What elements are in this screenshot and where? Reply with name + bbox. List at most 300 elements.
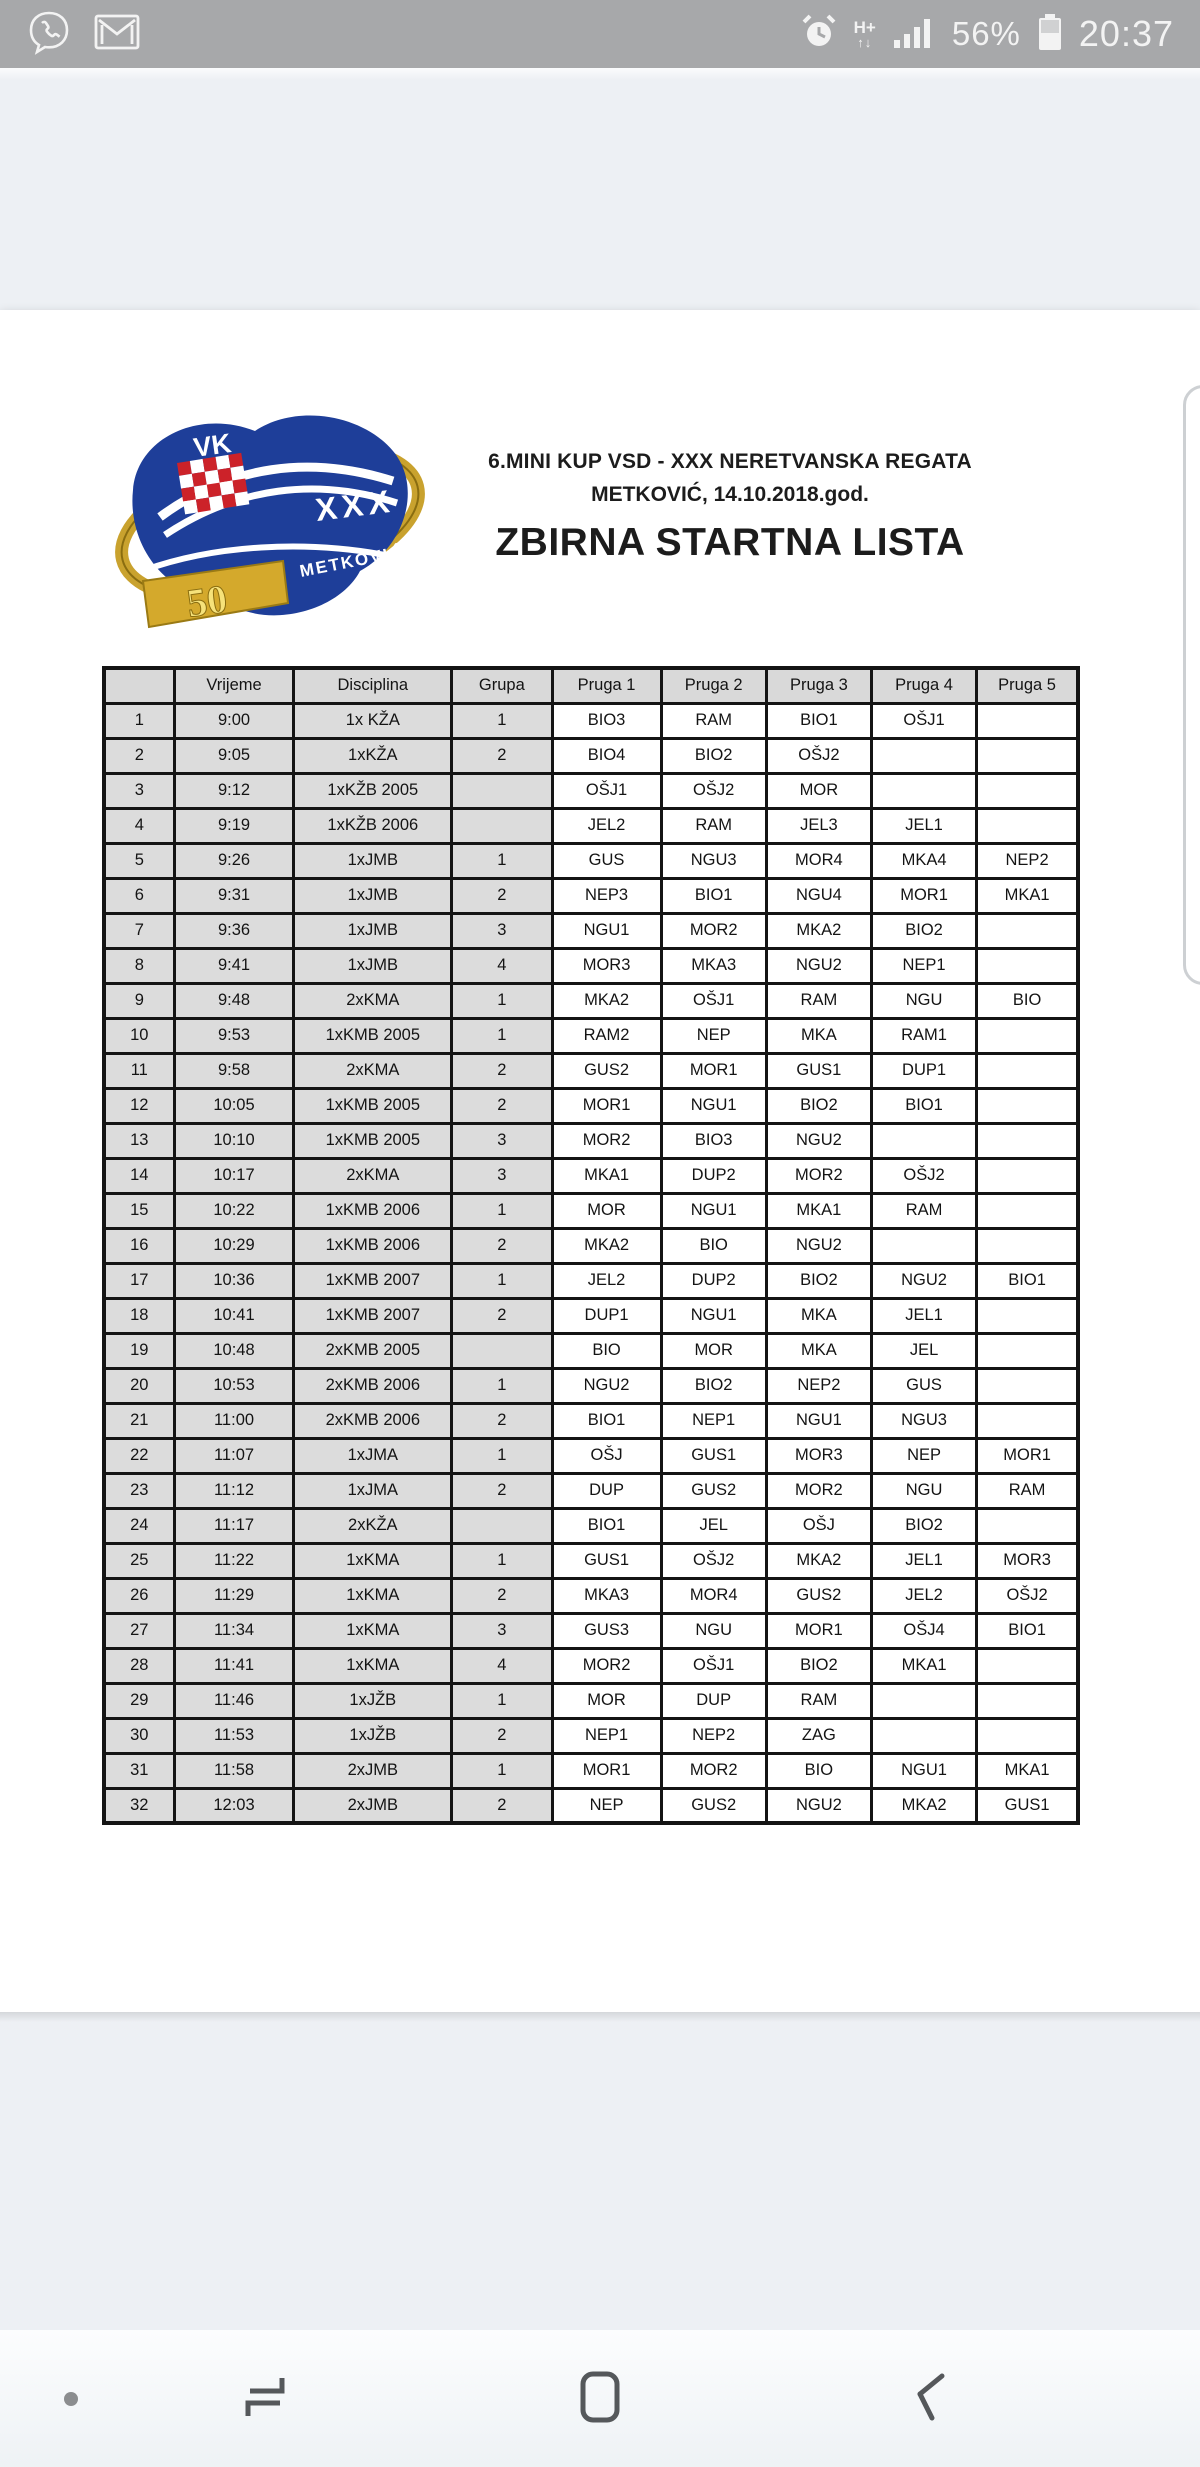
scrollbar[interactable] [1183,385,1200,985]
table-row [104,1403,1078,1438]
table-cell: MOR2 [766,1473,871,1508]
table-row [104,983,1078,1018]
table-cell: 11:53 [174,1718,294,1753]
table-cell: NEP1 [552,1718,661,1753]
table-cell: RAM [661,703,766,738]
table-cell: BIO2 [766,1648,871,1683]
table-cell: MOR1 [661,1053,766,1088]
table-row [104,1123,1078,1158]
table-cell: 2 [452,1298,552,1333]
table-cell: 1xJŽB [294,1683,452,1718]
table-cell: 1xKŽB 2006 [294,808,452,843]
table-cell: DUP2 [661,1263,766,1298]
table-cell: 2 [452,1473,552,1508]
row-number: 28 [104,1648,174,1683]
svg-text:50: 50 [183,575,230,626]
table-cell: 2xKMA [294,983,452,1018]
table-cell: MOR2 [552,1123,661,1158]
table-cell: MKA [766,1018,871,1053]
table-cell: NGU1 [661,1088,766,1123]
table-cell [452,1333,552,1368]
table-cell: 11:00 [174,1403,294,1438]
table-cell: 1xJMB [294,843,452,878]
table-cell: OŠJ1 [661,983,766,1018]
table-cell: 2xKMB 2005 [294,1333,452,1368]
table-row [104,1543,1078,1578]
table-cell [977,1368,1078,1403]
row-number: 4 [104,808,174,843]
table-cell: 1xKMB 2007 [294,1298,452,1333]
table-row [104,1263,1078,1298]
recents-icon [236,2368,294,2429]
table-cell: MKA4 [871,843,976,878]
table-cell: MOR4 [661,1578,766,1613]
table-cell [977,1508,1078,1543]
table-cell [871,1683,976,1718]
table-cell: 1xKŽA [294,738,452,773]
table-cell: BIO2 [766,1263,871,1298]
table-cell [871,738,976,773]
table-cell: NEP3 [552,878,661,913]
table-cell: 11:41 [174,1648,294,1683]
table-cell: 10:17 [174,1158,294,1193]
row-number: 12 [104,1088,174,1123]
table-row [104,1578,1078,1613]
table-cell: 1xKMB 2007 [294,1263,452,1298]
table-row [104,738,1078,773]
table-cell: 1xKMB 2006 [294,1228,452,1263]
table-cell: BIO1 [977,1613,1078,1648]
table-cell: 1xKMB 2005 [294,1018,452,1053]
table-cell: BIO4 [552,738,661,773]
table-cell: OŠJ2 [766,738,871,773]
table-row [104,948,1078,983]
table-cell: 9:41 [174,948,294,983]
table-cell: MKA1 [977,1753,1078,1788]
table-cell: JEL2 [552,808,661,843]
table-cell [977,1403,1078,1438]
table-cell: 10:05 [174,1088,294,1123]
table-cell: NGU2 [766,1228,871,1263]
table-cell: OŠJ2 [871,1158,976,1193]
table-cell: 1xKMB 2005 [294,1123,452,1158]
table-cell: MKA2 [552,983,661,1018]
row-number: 20 [104,1368,174,1403]
table-cell: 2 [452,1788,552,1823]
table-cell: MOR2 [766,1158,871,1193]
table-cell: MOR1 [552,1753,661,1788]
row-number: 3 [104,773,174,808]
table-cell: 10:10 [174,1123,294,1158]
table-cell: RAM1 [871,1018,976,1053]
mobile-data-icon: H+ ↑↓ [853,18,876,50]
table-cell: 2 [452,1578,552,1613]
table-header-row [104,668,1078,703]
table-cell: MOR4 [766,843,871,878]
row-number: 32 [104,1788,174,1823]
table-cell: 1xJMA [294,1473,452,1508]
table-cell: BIO1 [552,1508,661,1543]
table-cell [977,1123,1078,1158]
table-cell: RAM [766,983,871,1018]
status-bar [0,0,1200,68]
row-number: 18 [104,1298,174,1333]
table-cell [977,948,1078,983]
table-cell: MOR1 [871,878,976,913]
table-cell: 2xKMB 2006 [294,1403,452,1438]
table-cell: 9:48 [174,983,294,1018]
table-cell: 1 [452,843,552,878]
battery-percentage: 56% [951,15,1021,52]
system-status-icons [800,12,1174,57]
table-cell: RAM [661,808,766,843]
table-cell: BIO [766,1753,871,1788]
table-cell: MKA2 [766,1543,871,1578]
row-number: 26 [104,1578,174,1613]
row-number: 21 [104,1403,174,1438]
table-cell: 11:22 [174,1543,294,1578]
table-cell: 11:58 [174,1753,294,1788]
table-cell: MOR [766,773,871,808]
table-cell: 9:31 [174,878,294,913]
table-cell: MKA2 [766,913,871,948]
table-cell: 1xKMA [294,1613,452,1648]
table-cell [977,1018,1078,1053]
table-cell: MOR3 [552,948,661,983]
row-number: 19 [104,1333,174,1368]
table-cell: BIO2 [871,913,976,948]
table-cell: 1 [452,1543,552,1578]
table-row [104,1508,1078,1543]
table-cell [452,808,552,843]
clock: 20:37 [1078,13,1174,54]
table-cell: NEP [871,1438,976,1473]
table-cell: 10:22 [174,1193,294,1228]
table-cell: MOR2 [661,1753,766,1788]
table-cell: NEP [661,1018,766,1053]
table-cell: JEL2 [552,1263,661,1298]
column-header: Disciplina [294,668,452,703]
table-cell: OŠJ2 [977,1578,1078,1613]
table-cell: JEL [871,1333,976,1368]
table-cell [977,1158,1078,1193]
column-header: Pruga 1 [552,668,661,703]
table-cell [452,1508,552,1543]
row-number: 10 [104,1018,174,1053]
table-cell: 9:05 [174,738,294,773]
table-cell: RAM2 [552,1018,661,1053]
table-cell: JEL1 [871,808,976,843]
table-cell: MOR3 [977,1543,1078,1578]
table-cell: NGU1 [552,913,661,948]
table-cell: 2xKŽA [294,1508,452,1543]
table-cell: 1x KŽA [294,703,452,738]
table-cell: 2 [452,1718,552,1753]
table-cell: BIO2 [661,738,766,773]
table-cell [977,808,1078,843]
table-cell: DUP1 [552,1298,661,1333]
table-cell [871,1718,976,1753]
table-cell: DUP1 [871,1053,976,1088]
back-button[interactable] [875,2330,995,2467]
table-cell: 10:41 [174,1298,294,1333]
table-cell: GUS1 [977,1788,1078,1823]
table-cell: 1xKŽB 2005 [294,773,452,808]
table-cell: JEL1 [871,1543,976,1578]
event-date: METKOVIĆ, 14.10.2018.god. [591,483,869,506]
table-cell: 1 [452,703,552,738]
table-cell: 1xKMA [294,1648,452,1683]
svg-text:METKOVIĆ: METKOVIĆ [298,542,406,581]
table-cell: DUP2 [661,1158,766,1193]
row-number: 1 [104,703,174,738]
table-cell: 3 [452,1123,552,1158]
table-row [104,1718,1078,1753]
table-row [104,1088,1078,1123]
table-row [104,878,1078,913]
column-header: Pruga 3 [766,668,871,703]
table-cell: 1xJMB [294,948,452,983]
background-band-bottom [0,2012,1200,2330]
table-cell: MOR [661,1333,766,1368]
table-cell: OŠJ1 [661,1648,766,1683]
table-cell: GUS2 [661,1788,766,1823]
table-cell: NGU2 [766,948,871,983]
table-cell: NGU [661,1613,766,1648]
row-number: 25 [104,1543,174,1578]
table-cell: NGU2 [766,1123,871,1158]
table-cell: NEP [552,1788,661,1823]
table-cell: 10:53 [174,1368,294,1403]
table-cell: 1 [452,1368,552,1403]
table-cell: RAM [977,1473,1078,1508]
table-cell: NEP2 [661,1718,766,1753]
svg-text:VK: VK [191,428,233,463]
table-cell: BIO3 [661,1123,766,1158]
table-cell: OŠJ [552,1438,661,1473]
table-cell: 9:12 [174,773,294,808]
table-cell: 10:36 [174,1263,294,1298]
table-cell: BIO1 [766,703,871,738]
table-cell: 1 [452,1018,552,1053]
table-cell: MOR [552,1193,661,1228]
document-header [420,450,1040,565]
table-row [104,1193,1078,1228]
table-cell: MKA3 [661,948,766,983]
table-cell: 11:17 [174,1508,294,1543]
document-page [0,310,1200,2012]
table-cell: GUS1 [552,1543,661,1578]
table-cell: NGU3 [661,843,766,878]
table-cell: MOR [552,1683,661,1718]
table-cell: MKA2 [552,1228,661,1263]
home-icon [571,2368,629,2429]
table-cell: JEL [661,1508,766,1543]
signal-strength-icon [892,14,936,55]
table-cell: BIO1 [552,1403,661,1438]
table-cell: MOR2 [661,913,766,948]
table-cell: ZAG [766,1718,871,1753]
row-number: 15 [104,1193,174,1228]
table-cell: 9:00 [174,703,294,738]
column-header: Vrijeme [174,668,294,703]
row-number: 16 [104,1228,174,1263]
table-row [104,1648,1078,1683]
table-cell: GUS [552,843,661,878]
table-cell [977,1088,1078,1123]
table-cell: 12:03 [174,1788,294,1823]
table-row [104,1018,1078,1053]
recents-button[interactable] [205,2330,325,2467]
table-cell: DUP [661,1683,766,1718]
table-cell: 1xKMA [294,1543,452,1578]
page-title: ZBIRNA STARTNA LISTA [495,521,965,564]
row-number: 24 [104,1508,174,1543]
table-cell [977,1718,1078,1753]
nav-hide-dot[interactable] [64,2392,78,2406]
table-cell: MOR1 [552,1088,661,1123]
table-cell: GUS1 [766,1053,871,1088]
table-cell: MKA1 [552,1158,661,1193]
table-row [104,773,1078,808]
row-number: 22 [104,1438,174,1473]
table-cell: 11:07 [174,1438,294,1473]
table-row [104,1753,1078,1788]
table-cell: 2 [452,738,552,773]
table-cell: RAM [766,1683,871,1718]
table-cell: OŠJ1 [552,773,661,808]
table-cell: 9:58 [174,1053,294,1088]
table-row [104,1298,1078,1333]
table-row [104,1158,1078,1193]
row-number: 6 [104,878,174,913]
table-cell: 11:12 [174,1473,294,1508]
table-cell: BIO1 [977,1263,1078,1298]
table-row [104,1473,1078,1508]
table-cell: NGU1 [661,1193,766,1228]
table-cell: BIO2 [871,1508,976,1543]
table-cell [871,1123,976,1158]
table-cell: BIO1 [661,878,766,913]
table-row [104,1683,1078,1718]
home-button[interactable] [540,2330,660,2467]
table-cell: 1xJMB [294,878,452,913]
row-number: 5 [104,843,174,878]
table-cell: 1 [452,1438,552,1473]
row-number: 11 [104,1053,174,1088]
table-cell [977,1228,1078,1263]
table-cell: 9:26 [174,843,294,878]
table-cell: OŠJ1 [871,703,976,738]
table-cell: 1xKMB 2005 [294,1088,452,1123]
table-cell: 1xKMB 2006 [294,1193,452,1228]
row-number: 7 [104,913,174,948]
table-cell: BIO [661,1228,766,1263]
row-number: 27 [104,1613,174,1648]
table-cell [977,773,1078,808]
table-row [104,1053,1078,1088]
table-cell [977,1053,1078,1088]
table-cell: 1xKMA [294,1578,452,1613]
table-cell: GUS1 [661,1438,766,1473]
table-cell: MOR2 [552,1648,661,1683]
table-cell [977,1648,1078,1683]
table-cell: NGU1 [871,1753,976,1788]
table-cell: 4 [452,948,552,983]
gmail-icon [92,11,142,58]
table-cell: BIO [977,983,1078,1018]
table-cell: MOR3 [766,1438,871,1473]
column-header: Pruga 2 [661,668,766,703]
table-cell: NEP2 [977,843,1078,878]
table-cell: 11:34 [174,1613,294,1648]
table-cell: BIO2 [661,1368,766,1403]
table-cell: MKA1 [871,1648,976,1683]
column-header [104,668,174,703]
table-cell: 11:29 [174,1578,294,1613]
table-cell: 4 [452,1648,552,1683]
notification-icons [26,9,142,60]
table-cell: BIO2 [766,1088,871,1123]
table-cell: GUS [871,1368,976,1403]
table-cell: 2 [452,1088,552,1123]
table-cell: JEL3 [766,808,871,843]
table-cell: 3 [452,913,552,948]
table-cell: GUS3 [552,1613,661,1648]
table-cell: 1xJMB [294,913,452,948]
table-cell: NGU1 [661,1298,766,1333]
table-cell: 2 [452,1403,552,1438]
table-cell: MKA1 [766,1193,871,1228]
table-cell: 1 [452,1683,552,1718]
svg-text:XXX: XXX [313,482,397,528]
table-cell [977,1193,1078,1228]
row-number: 23 [104,1473,174,1508]
table-cell: 1 [452,983,552,1018]
event-title: 6.MINI KUP VSD - XXX NERETVANSKA REGATA [488,450,972,473]
table-row [104,913,1078,948]
table-cell: JEL1 [871,1298,976,1333]
table-cell: MKA [766,1333,871,1368]
table-cell: 10:48 [174,1333,294,1368]
table-row [104,1333,1078,1368]
table-cell: 10:29 [174,1228,294,1263]
table-cell: 2xKMB 2006 [294,1368,452,1403]
table-cell: BIO1 [871,1088,976,1123]
row-number: 2 [104,738,174,773]
table-cell: OŠJ [766,1508,871,1543]
table-cell: MOR1 [766,1613,871,1648]
table-row [104,1438,1078,1473]
table-cell: 9:36 [174,913,294,948]
table-cell: NEP2 [766,1368,871,1403]
column-header: Pruga 5 [977,668,1078,703]
table-cell: GUS2 [661,1473,766,1508]
table-cell: 1xJMA [294,1438,452,1473]
column-header: Grupa [452,668,552,703]
table-cell: NGU2 [766,1788,871,1823]
alarm-icon [800,13,838,56]
background-band-top [0,68,1200,310]
row-number: 14 [104,1158,174,1193]
table-row [104,1368,1078,1403]
table-cell: NEP1 [871,948,976,983]
back-icon [906,2368,964,2429]
table-cell: 3 [452,1613,552,1648]
table-cell [977,1683,1078,1718]
table-row [104,1613,1078,1648]
row-number: 8 [104,948,174,983]
